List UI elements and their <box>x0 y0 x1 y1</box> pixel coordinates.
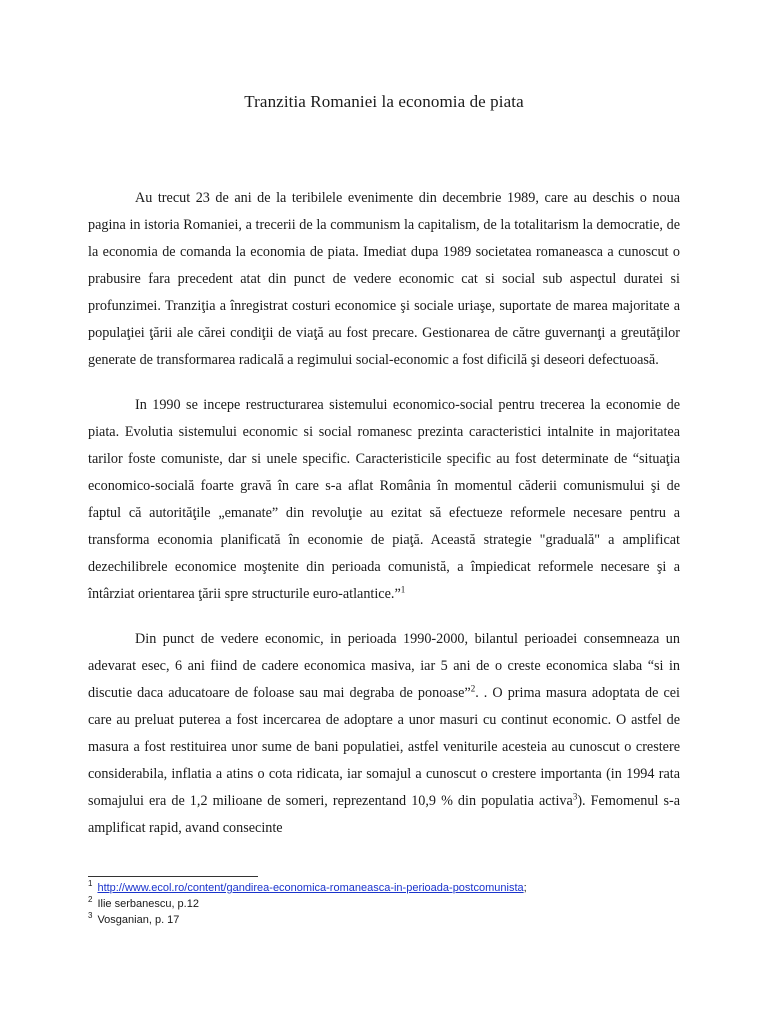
footnote-ref-2[interactable]: 2 <box>470 683 476 694</box>
footnote-3-text: Vosganian, p. 17 <box>97 914 180 926</box>
paragraph-3 <box>88 626 680 842</box>
footnote-2-text: Ilie serbanescu, p.12 <box>97 898 199 910</box>
footnote-1-suffix: ; <box>523 882 527 894</box>
footnotes <box>88 880 688 928</box>
paragraph-2-text: In 1990 se incepe restructurarea sistemului economico-social pentru trecerea la economie de piata. Evolutia sistemului economic si social romanesc prezinta caracteristici intalnite in majoritatea tarilor foste comuniste, dar si unele specific. Caracteristicile specific au fost determinate de “situaţia economico-socială foarte gravă în care s-a aflat România în momentul căderii comunismului şi de faptul că autorităţile „emanate” din revoluţie au ezitat să efectueze reformele necesare pentru a transforma economia planificată în economie de piaţă. Această strategie "graduală" a amplificat dezechilibrele economice moştenite din perioada comunistă, a împiedicat reformele necesare şi a întârziat orientarea ţării spre structurile euro-atlantice.” <box>88 397 680 602</box>
footnote-link[interactable]: http://www.ecol.ro/content/gandirea-economica-romaneasca-in-perioada-postcomunista <box>97 882 524 894</box>
footnote-mark-1: 1 <box>88 879 93 889</box>
paragraph-1 <box>88 185 680 374</box>
footnote-separator <box>88 876 258 877</box>
paragraph-3-text-middle: . . O prima masura adoptata de cei care au preluat puterea a fost incercarea de adoptare a unor masuri cu continut economic. O astfel de masura a fost restituirea unor sume de bani populatiei, astfel veniturile acesteia au cunoscut o crestere considerabila, inflatia a atins o cota ridicata, iar somajul a cunoscut o crestere importanta (in 1994 rata somajului era de 1,2 milioane de someri, reprezentand 10,9 % din populatia activa <box>88 685 680 809</box>
paragraph-3-text-after: ). Femomenul s-a amplificat rapid, avand consecinte <box>88 793 680 836</box>
footnote-mark-3: 3 <box>88 911 93 921</box>
footnote-ref-1[interactable]: 1 <box>400 584 406 595</box>
document-title: Tranzitia Romaniei la economia de piata <box>244 92 524 111</box>
paragraph-1-text: Au trecut 23 de ani de la teribilele evenimente din decembrie 1989, care au deschis o noua pagina in istoria Romaniei, a trecerii de la communism la capitalism, de la totalitarism la democratie, de la economia de comanda la economia de piata. Imediat dupa 1989 societatea romaneasca a cunoscut o prabusire fara precedent atat din punct de vedere economic cat si social sub aspectul duratei si profunzimei. Tranziţia a înregistrat costuri economice şi sociale uriaşe, suportate de marea majoritate a populaţiei ţării ale cărei condiţii de viaţă au fost precare. Gestionarea de către guvernanţi a greutăţilor generate de transformarea radicală a regimului social-economic a fost dificilă şi deseori defectuoasă. <box>88 190 680 368</box>
document-body <box>88 185 680 842</box>
footnote-ref-3[interactable]: 3 <box>572 791 578 802</box>
paragraph-2 <box>88 392 680 608</box>
footnote-1 <box>88 880 688 896</box>
paragraph-3-text-before: Din punct de vedere economic, in perioada 1990-2000, bilantul perioadei consemneaza un adevarat esec, 6 ani fiind de cadere economica masiva, iar 5 ani de o creste economica slaba “si in discutie daca aducatoare de foloase sau mai degraba de ponoase” <box>88 631 680 701</box>
footnote-2 <box>88 896 688 912</box>
footnote-3 <box>88 912 688 928</box>
footnote-mark-2: 2 <box>88 895 93 905</box>
